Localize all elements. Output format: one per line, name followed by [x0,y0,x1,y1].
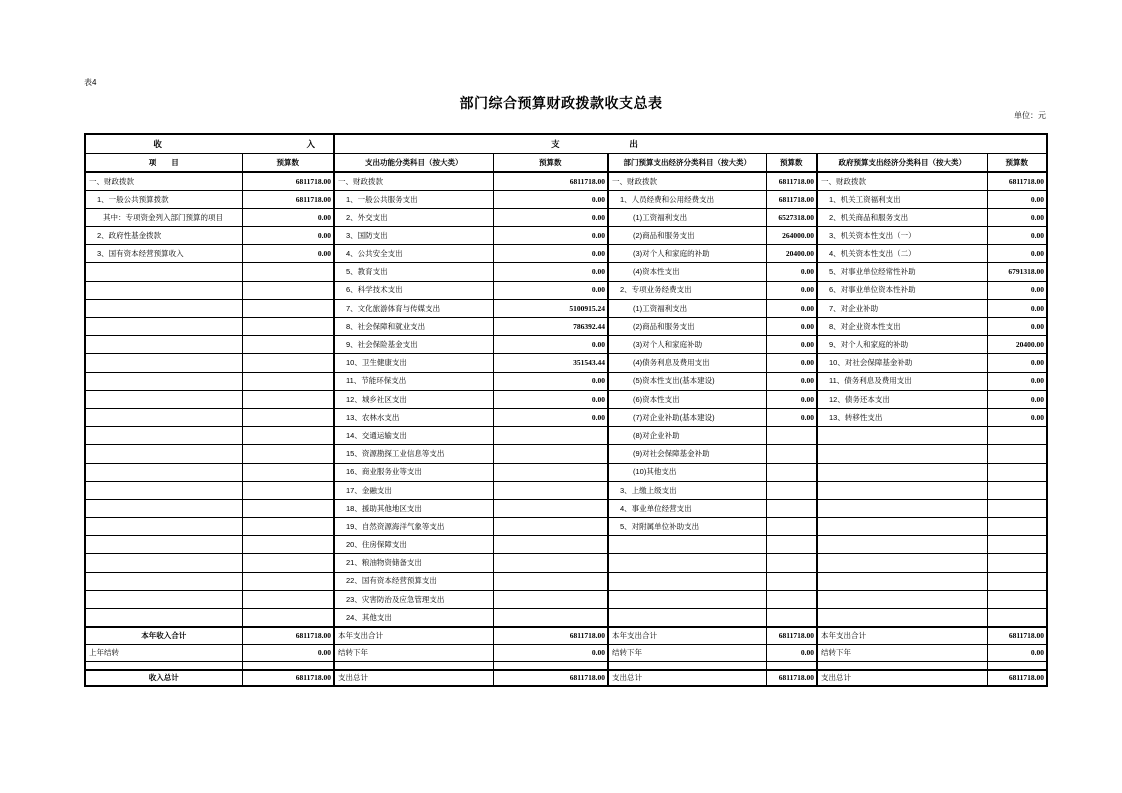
total-label: 本年收入合计 [85,627,242,645]
gov_econ-item-label: 3、机关资本性支出（一） [817,227,987,245]
dept_econ-budget-value: 6811718.00 [766,190,817,208]
total-label: 结转下年 [334,645,493,662]
functional-budget-value: 0.00 [493,372,608,390]
gov_econ-budget-value [987,590,1047,608]
total-label: 支出总计 [817,670,987,686]
income-budget-value [242,572,334,590]
functional-budget-value: 0.00 [493,245,608,263]
functional-budget-value [493,572,608,590]
dept_econ-budget-value [766,554,817,572]
table-row [85,408,1047,426]
dept_econ-budget-value: 0.00 [766,408,817,426]
total-value: 0.00 [766,645,817,662]
functional-item-label: 1、一般公共服务支出 [334,190,493,208]
dept_econ-item-label: (3)对个人和家庭的补助 [608,245,766,263]
gov_econ-item-label: 2、机关商品和服务支出 [817,208,987,226]
col-header-dept-econ-subject: 部门预算支出经济分类科目（按大类） [608,153,766,172]
gov_econ-item-label [817,609,987,627]
functional-budget-value [493,518,608,536]
dept_econ-budget-value [766,481,817,499]
income-budget-value [242,463,334,481]
gov_econ-budget-value: 0.00 [987,281,1047,299]
income-budget-value [242,263,334,281]
income-budget-value [242,372,334,390]
gov_econ-item-label: 11、债务利息及费用支出 [817,372,987,390]
gov_econ-budget-value: 0.00 [987,318,1047,336]
table-row [85,463,1047,481]
dept_econ-budget-value: 0.00 [766,390,817,408]
functional-item-label: 11、节能环保支出 [334,372,493,390]
functional-budget-value: 6811718.00 [493,172,608,190]
col-header-functional-subject: 支出功能分类科目（按大类） [334,153,493,172]
income-item-label [85,390,242,408]
gov_econ-item-label: 9、对个人和家庭的补助 [817,336,987,354]
dept_econ-item-label: 1、人员经费和公用经费支出 [608,190,766,208]
income-item-label [85,354,242,372]
functional-item-label: 一、财政拨款 [334,172,493,190]
table-row [85,481,1047,499]
gov_econ-budget-value [987,609,1047,627]
dept_econ-budget-value [766,572,817,590]
income-budget-value [242,354,334,372]
gov_econ-item-label [817,445,987,463]
gov_econ-budget-value [987,499,1047,517]
total-label: 收入总计 [85,670,242,686]
functional-item-label: 4、公共安全支出 [334,245,493,263]
gov_econ-budget-value [987,554,1047,572]
gov_econ-budget-value [987,445,1047,463]
dept_econ-budget-value: 0.00 [766,318,817,336]
dept_econ-budget-value [766,427,817,445]
income-item-label [85,263,242,281]
table-row [85,245,1047,263]
total-value: 6811718.00 [242,627,334,645]
income-budget-value [242,281,334,299]
dept_econ-item-label: (1)工资福利支出 [608,208,766,226]
dept_econ-budget-value: 6811718.00 [766,172,817,190]
table-row [85,590,1047,608]
dept_econ-item-label: 4、事业单位经营支出 [608,499,766,517]
gov_econ-item-label: 6、对事业单位资本性补助 [817,281,987,299]
expenditure-section-header [334,134,1047,153]
table-body [85,172,1047,627]
income-item-label: 1、一般公共预算拨款 [85,190,242,208]
total-value: 6811718.00 [766,627,817,645]
gov_econ-item-label [817,463,987,481]
functional-budget-value [493,499,608,517]
budget-summary-table [84,133,1048,687]
functional-budget-value [493,554,608,572]
dept_econ-budget-value: 0.00 [766,372,817,390]
dept_econ-budget-value [766,463,817,481]
gov_econ-budget-value: 0.00 [987,190,1047,208]
income-item-label [85,590,242,608]
income-budget-value [242,590,334,608]
functional-budget-value [493,590,608,608]
dept_econ-item-label [608,554,766,572]
functional-item-label: 17、金融支出 [334,481,493,499]
income-budget-value: 0.00 [242,245,334,263]
col-header-dept-econ-budget: 预算数 [766,153,817,172]
table-row [85,554,1047,572]
section-header-row [85,134,1047,153]
table-row [85,208,1047,226]
functional-budget-value [493,463,608,481]
col-header-gov-econ-budget: 预算数 [987,153,1047,172]
total-label: 上年结转 [85,645,242,662]
table-row [85,227,1047,245]
functional-item-label: 8、社会保障和就业支出 [334,318,493,336]
dept_econ-budget-value: 0.00 [766,281,817,299]
income-item-label [85,463,242,481]
dept_econ-budget-value: 0.00 [766,336,817,354]
total-value: 6811718.00 [987,670,1047,686]
functional-item-label: 3、国防支出 [334,227,493,245]
dept_econ-budget-value: 6527318.00 [766,208,817,226]
gov_econ-budget-value: 0.00 [987,408,1047,426]
functional-budget-value: 351543.44 [493,354,608,372]
functional-item-label: 24、其他支出 [334,609,493,627]
total-value: 6811718.00 [493,670,608,686]
col-header-item: 项 目 [85,153,242,172]
dept_econ-item-label: 5、对附属单位补助支出 [608,518,766,536]
page-title: 部门综合预算财政拨款收支总表 [459,95,663,111]
income-budget-value [242,536,334,554]
income-budget-value [242,336,334,354]
functional-item-label: 12、城乡社区支出 [334,390,493,408]
total-value: 0.00 [493,645,608,662]
table-row [85,354,1047,372]
total-label [334,662,493,670]
gov_econ-budget-value: 0.00 [987,372,1047,390]
dept_econ-item-label: 3、上缴上级支出 [608,481,766,499]
total-label: 本年支出合计 [334,627,493,645]
total-label: 结转下年 [608,645,766,662]
functional-item-label: 22、国有资本经营预算支出 [334,572,493,590]
table-row [85,336,1047,354]
income-item-label: 一、财政拨款 [85,172,242,190]
income-budget-value [242,445,334,463]
total-value [493,662,608,670]
gov_econ-item-label [817,572,987,590]
income-budget-value [242,609,334,627]
income-item-label [85,372,242,390]
functional-item-label: 6、科学技术支出 [334,281,493,299]
col-header-gov-econ-subject: 政府预算支出经济分类科目（按大类） [817,153,987,172]
dept_econ-budget-value [766,590,817,608]
gov_econ-item-label [817,481,987,499]
income-item-label: 3、国有资本经营预算收入 [85,245,242,263]
table-number-label: 表4 [84,78,97,87]
gov_econ-budget-value: 0.00 [987,245,1047,263]
functional-budget-value [493,427,608,445]
gov_econ-item-label [817,499,987,517]
functional-item-label: 20、住房保障支出 [334,536,493,554]
income-item-label [85,481,242,499]
gov_econ-budget-value [987,481,1047,499]
expenditure-header-char-1: 支 [551,138,560,149]
dept_econ-budget-value [766,518,817,536]
gov_econ-item-label [817,554,987,572]
income-budget-value [242,499,334,517]
income-section-header [85,134,334,153]
gov_econ-item-label: 8、对企业资本性支出 [817,318,987,336]
income-budget-value [242,554,334,572]
functional-budget-value: 0.00 [493,263,608,281]
dept_econ-budget-value [766,499,817,517]
gov_econ-budget-value: 0.00 [987,390,1047,408]
total-value: 6811718.00 [987,627,1047,645]
column-header-row [85,153,1047,172]
dept_econ-budget-value [766,536,817,554]
functional-item-label: 14、交通运输支出 [334,427,493,445]
dept_econ-item-label: (4)资本性支出 [608,263,766,281]
total-row [85,645,1047,662]
functional-budget-value: 5100915.24 [493,299,608,317]
dept_econ-item-label [608,590,766,608]
functional-budget-value: 0.00 [493,336,608,354]
total-label: 本年支出合计 [817,627,987,645]
total-row [85,670,1047,686]
income-item-label [85,518,242,536]
gov_econ-item-label: 10、对社会保障基金补助 [817,354,987,372]
functional-item-label: 19、自然资源海洋气象等支出 [334,518,493,536]
table-row [85,499,1047,517]
functional-budget-value: 786392.44 [493,318,608,336]
total-value: 6811718.00 [493,627,608,645]
income-budget-value [242,299,334,317]
income-item-label [85,445,242,463]
gov_econ-budget-value [987,572,1047,590]
total-value: 0.00 [242,645,334,662]
income-item-label [85,408,242,426]
dept_econ-item-label: (4)债务利息及费用支出 [608,354,766,372]
functional-budget-value: 0.00 [493,281,608,299]
functional-budget-value: 0.00 [493,208,608,226]
income-item-label: 2、政府性基金拨款 [85,227,242,245]
dept_econ-item-label: 一、财政拨款 [608,172,766,190]
gov_econ-item-label: 7、对企业补助 [817,299,987,317]
dept_econ-item-label: (7)对企业补助(基本建设) [608,408,766,426]
dept_econ-item-label: (5)资本性支出(基本建设) [608,372,766,390]
unit-note: 单位：元 [1014,111,1046,120]
dept_econ-item-label: (2)商品和服务支出 [608,227,766,245]
dept_econ-item-label: (1)工资福利支出 [608,299,766,317]
gov_econ-budget-value [987,463,1047,481]
gov_econ-budget-value: 0.00 [987,208,1047,226]
total-row [85,627,1047,645]
functional-budget-value [493,536,608,554]
gov_econ-item-label: 4、机关资本性支出（二） [817,245,987,263]
dept_econ-item-label [608,609,766,627]
dept_econ-item-label [608,536,766,554]
gov_econ-item-label: 1、机关工资福利支出 [817,190,987,208]
total-label: 本年支出合计 [608,627,766,645]
gov_econ-item-label [817,536,987,554]
col-header-income-budget: 预算数 [242,153,334,172]
table-row [85,427,1047,445]
gov_econ-budget-value [987,536,1047,554]
total-label: 支出总计 [608,670,766,686]
gov_econ-item-label [817,427,987,445]
income-item-label [85,427,242,445]
dept_econ-item-label [608,572,766,590]
income-item-label [85,609,242,627]
dept_econ-item-label: (3)对个人和家庭补助 [608,336,766,354]
dept_econ-budget-value: 0.00 [766,354,817,372]
income-item-label [85,499,242,517]
functional-item-label: 21、粮油物资储备支出 [334,554,493,572]
functional-item-label: 13、农林水支出 [334,408,493,426]
income-budget-value [242,427,334,445]
table-row [85,172,1047,190]
functional-budget-value [493,609,608,627]
gov_econ-item-label: 13、转移性支出 [817,408,987,426]
total-value [987,662,1047,670]
functional-budget-value: 0.00 [493,190,608,208]
expenditure-header-char-2: 出 [629,138,638,149]
income-item-label [85,318,242,336]
income-budget-value [242,518,334,536]
gov_econ-budget-value: 0.00 [987,299,1047,317]
table-header [85,134,1047,172]
gov_econ-item-label: 5、对事业单位经常性补助 [817,263,987,281]
total-label [85,662,242,670]
income-item-label [85,554,242,572]
functional-item-label: 16、商业服务业等支出 [334,463,493,481]
dept_econ-item-label: 2、专项业务经费支出 [608,281,766,299]
col-header-functional-budget: 预算数 [493,153,608,172]
total-label: 支出总计 [334,670,493,686]
total-label [817,662,987,670]
table-row [85,572,1047,590]
dept_econ-item-label: (8)对企业补助 [608,427,766,445]
income-item-label [85,281,242,299]
functional-item-label: 23、灾害防治及应急管理支出 [334,590,493,608]
gov_econ-item-label [817,518,987,536]
functional-item-label: 9、社会保险基金支出 [334,336,493,354]
total-label [608,662,766,670]
income-item-label: 其中：专项资金列入部门预算的项目 [85,208,242,226]
income-item-label [85,336,242,354]
income-budget-value [242,408,334,426]
gov_econ-item-label [817,590,987,608]
functional-item-label: 18、援助其他地区支出 [334,499,493,517]
table-row [85,281,1047,299]
table-row [85,609,1047,627]
income-budget-value: 0.00 [242,227,334,245]
functional-item-label: 7、文化旅游体育与传媒支出 [334,299,493,317]
gov_econ-budget-value: 6791318.00 [987,263,1047,281]
functional-item-label: 10、卫生健康支出 [334,354,493,372]
gov_econ-budget-value [987,518,1047,536]
total-label: 结转下年 [817,645,987,662]
income-budget-value [242,481,334,499]
income-budget-value [242,318,334,336]
income-header-char-2: 入 [306,138,316,149]
total-value: 6811718.00 [242,670,334,686]
income-item-label [85,536,242,554]
functional-budget-value: 0.00 [493,390,608,408]
dept_econ-budget-value [766,609,817,627]
functional-budget-value [493,481,608,499]
table-row [85,263,1047,281]
total-value: 0.00 [987,645,1047,662]
table-row [85,190,1047,208]
table-row [85,318,1047,336]
dept_econ-budget-value: 0.00 [766,263,817,281]
table-row [85,372,1047,390]
total-row [85,662,1047,670]
functional-budget-value [493,445,608,463]
income-budget-value: 6811718.00 [242,190,334,208]
dept_econ-budget-value [766,445,817,463]
table-row [85,445,1047,463]
table-row [85,536,1047,554]
gov_econ-budget-value [987,427,1047,445]
functional-budget-value: 0.00 [493,227,608,245]
functional-budget-value: 0.00 [493,408,608,426]
dept_econ-item-label: (9)对社会保障基金补助 [608,445,766,463]
total-value [766,662,817,670]
income-budget-value: 0.00 [242,208,334,226]
dept_econ-budget-value: 20400.00 [766,245,817,263]
functional-item-label: 5、教育支出 [334,263,493,281]
functional-item-label: 15、资源勘探工业信息等支出 [334,445,493,463]
table-footer [85,627,1047,686]
income-budget-value: 6811718.00 [242,172,334,190]
gov_econ-budget-value: 0.00 [987,354,1047,372]
total-value [242,662,334,670]
income-header-char-1: 收 [153,138,162,149]
dept_econ-item-label: (10)其他支出 [608,463,766,481]
income-item-label [85,299,242,317]
gov_econ-budget-value: 20400.00 [987,336,1047,354]
gov_econ-budget-value: 0.00 [987,227,1047,245]
gov_econ-budget-value: 6811718.00 [987,172,1047,190]
table-row [85,518,1047,536]
table-row [85,390,1047,408]
income-item-label [85,572,242,590]
dept_econ-budget-value: 0.00 [766,299,817,317]
dept_econ-item-label: (2)商品和服务支出 [608,318,766,336]
total-value: 6811718.00 [766,670,817,686]
gov_econ-item-label: 12、债务还本支出 [817,390,987,408]
gov_econ-item-label: 一、财政拨款 [817,172,987,190]
dept_econ-item-label: (6)资本性支出 [608,390,766,408]
dept_econ-budget-value: 264000.00 [766,227,817,245]
table-row [85,299,1047,317]
functional-item-label: 2、外交支出 [334,208,493,226]
income-budget-value [242,390,334,408]
